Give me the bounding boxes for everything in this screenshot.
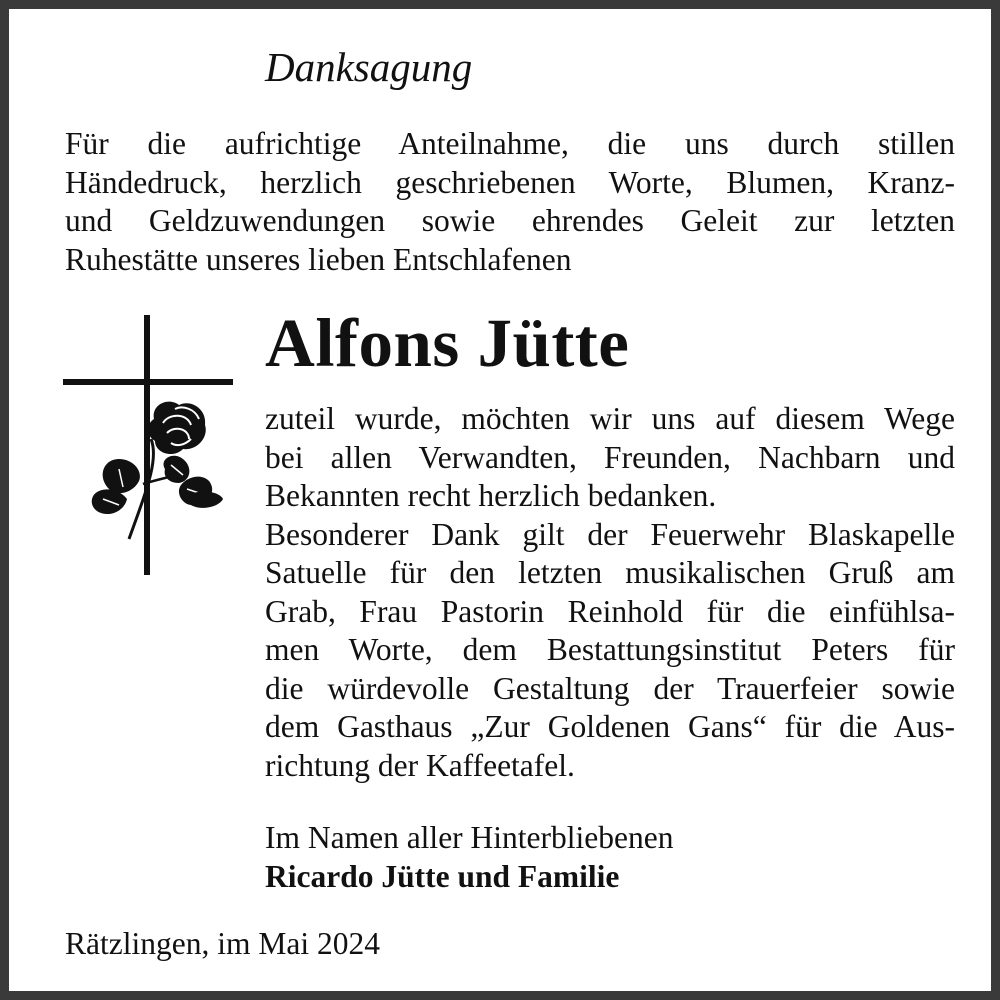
cross-with-rose-icon [59, 309, 239, 579]
body-line: Bekannten recht herzlich bedanken. [265, 478, 717, 513]
intro-paragraph [65, 125, 955, 279]
body-line: bei allen Verwandten, Freunden, Nachbarn und [265, 439, 955, 475]
body-line: dem Gasthaus „Zur Goldenen Gans“ für die Aus- [265, 709, 955, 744]
intro-line: und Geldzuwendungen sowie ehrendes Geleit zur letzten [65, 203, 955, 238]
notice-heading: Danksagung [265, 44, 473, 90]
body-line: men Worte, dem Bestattungsinstitut Peters für [265, 632, 955, 667]
intro-line: Ruhestätte unseres lieben Entschlafenen [65, 241, 572, 277]
body-line: Grab, Frau Pastorin Reinhold für die einfühlsa- [265, 593, 955, 629]
signature-block [265, 819, 673, 896]
thanks-paragraph [265, 400, 955, 785]
signature-greeting: Im Namen aller Hinterbliebenen [265, 820, 674, 855]
body-line: die würdevolle Gestaltung der Trauerfeier sowie [265, 670, 955, 706]
body-line: zuteil wurde, möchten wir uns auf diesem Wege [265, 401, 955, 436]
deceased-name: Alfons Jütte [265, 305, 630, 381]
signature-family: Ricardo Jütte und Familie [265, 858, 620, 894]
intro-line: Für die aufrichtige Anteilnahme, die uns durch stillen [65, 126, 955, 161]
body-line: richtung der Kaffeetafel. [265, 747, 575, 783]
intro-line: Händedruck, herzlich geschriebenen Worte, Blumen, Kranz- [65, 164, 955, 200]
body-line: Satuelle für den letzten musikalischen Gruß am [265, 555, 955, 590]
place-date: Rätzlingen, im Mai 2024 [65, 926, 380, 961]
body-line: Besonderer Dank gilt der Feuerwehr Blaskapelle [265, 516, 955, 552]
